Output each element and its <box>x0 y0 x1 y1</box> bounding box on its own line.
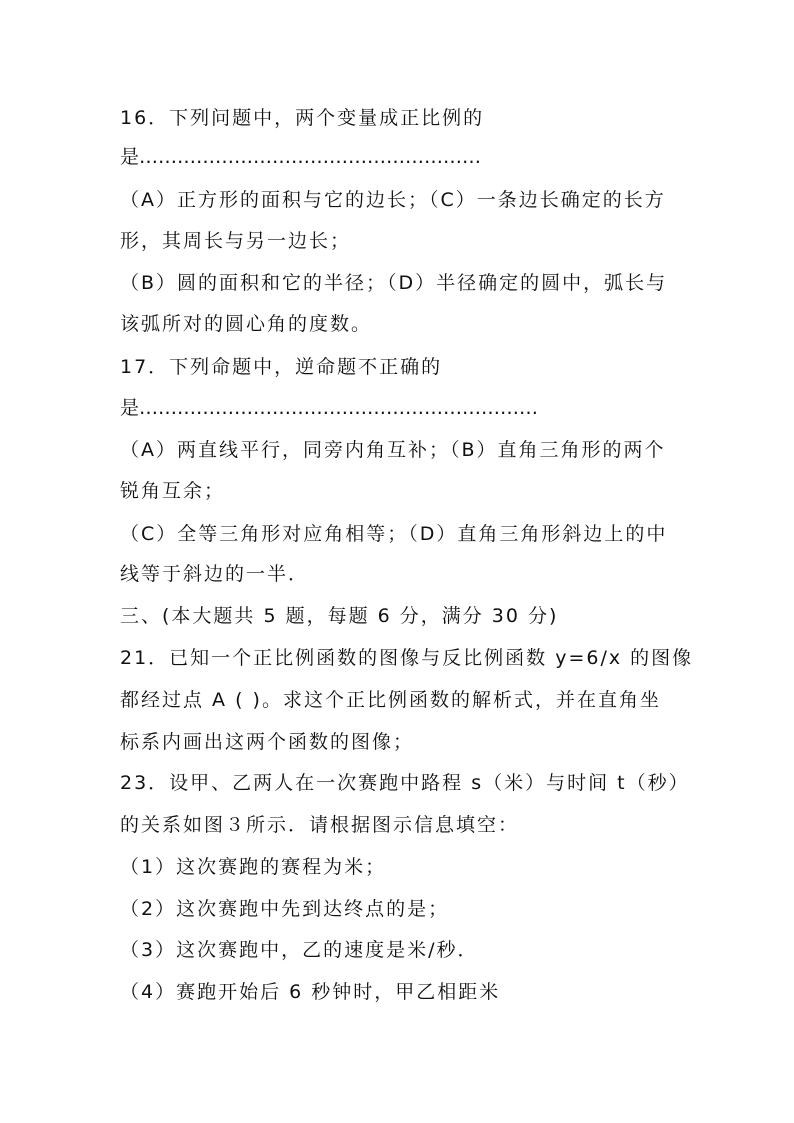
q21-line-2: 都经过点 A ( )。求这个正比例函数的解析式，并在直角坐 <box>120 689 661 711</box>
section-three-heading: 三、(本大题共 5 题，每题 6 分，满分 30 分) <box>120 605 559 627</box>
q17-stem: 17．下列命题中，逆命题不正确的 <box>120 356 443 378</box>
q17-option-c-d: （C）全等三角形对应角相等；（D）直角三角形斜边上的中 <box>120 523 668 545</box>
q17-option-d-cont: 线等于斜边的一半． <box>120 563 310 585</box>
q23-part-3: （3）这次赛跑中，乙的速度是米/秒． <box>120 939 479 961</box>
q23-part-1: （1）这次赛跑的赛程为米； <box>120 856 387 878</box>
q16-option-d-cont: 该弧所对的圆心角的度数。 <box>120 313 373 335</box>
q17-stem-dots: 是……………………………………………………… <box>120 397 539 419</box>
q21-line-3: 标系内画出这两个函数的图像； <box>120 731 415 753</box>
q23-line-2: 的关系如图３所示．请根据图示信息填空： <box>120 814 520 836</box>
q21-line-1: 21．已知一个正比例函数的图像与反比例函数 y=6/x 的图像 <box>120 647 694 669</box>
q16-option-a-c: （A）正方形的面积与它的边长；（C）一条边长确定的长方 <box>120 189 666 211</box>
q17-option-b-cont: 锐角互余； <box>120 480 226 502</box>
q23-part-4: （4）赛跑开始后 6 秒钟时，甲乙相距米 <box>120 981 501 1003</box>
q17-option-a-b: （A）两直线平行，同旁内角互补；（B）直角三角形的两个 <box>120 439 666 461</box>
q23-part-2: （2）这次赛跑中先到达终点的是； <box>120 898 450 920</box>
q16-stem-dots: 是……………………………………………… <box>120 146 482 168</box>
q16-stem: 16．下列问题中，两个变量成正比例的 <box>120 107 485 129</box>
q23-line-1: 23．设甲、乙两人在一次赛跑中路程 s（米）与时间 t（秒） <box>120 772 690 794</box>
q16-option-b-d: （B）圆的面积和它的半径；（D）半径确定的圆中，弧长与 <box>120 272 668 294</box>
q16-option-c-cont: 形，其周长与另一边长； <box>120 230 352 252</box>
